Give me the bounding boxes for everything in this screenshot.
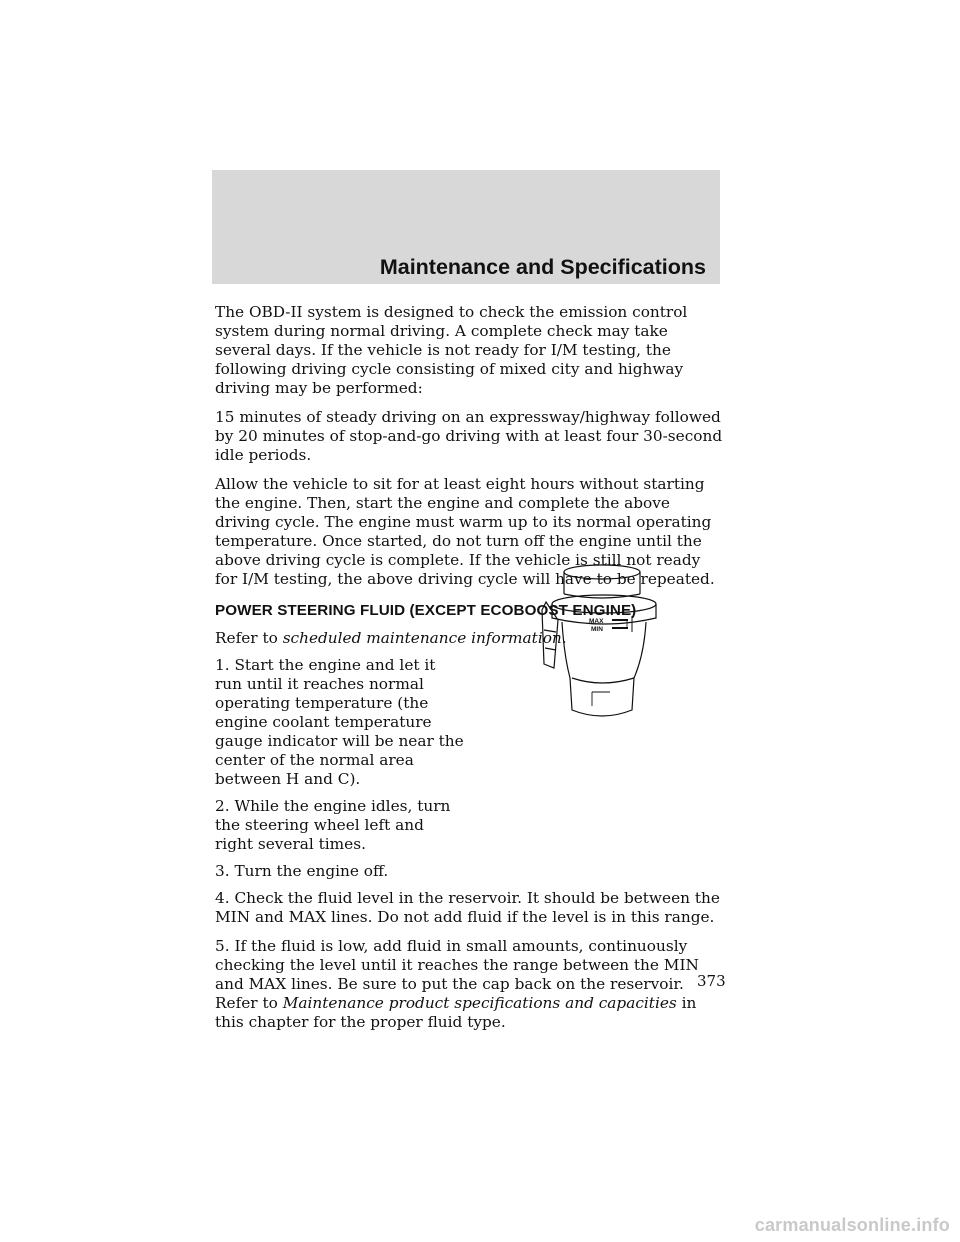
step-4: 4. Check the fluid level in the reservoir. It should be between the MIN and MAX lines. Do not add fluid if the level is in this range. [215,889,720,926]
refer-prefix: Refer to [215,629,283,647]
paragraph-driving-cycle: 15 minutes of steady driving on an expressway/highway followed by 20 minutes of stop-and-go driving with at least four 30-second idle periods. [215,408,723,464]
step-3: 3. Turn the engine off. [215,862,389,880]
max-label: MAX [589,618,604,625]
step-5-suffix: in this chapter for the proper fluid type. [215,994,697,1031]
chapter-title: Maintenance and Specifications [379,255,706,279]
reservoir-illustration [532,560,662,730]
min-label: MIN [591,626,603,633]
step-5-link: Maintenance product specifications and capacities [282,994,677,1012]
reservoir-body [562,622,646,716]
refer-suffix: . [561,629,567,647]
watermark: carmanualsonline.info [754,1215,950,1235]
step-5-prefix: 5. If the fluid is low, add fluid in small amounts, continuously checking the level until it reaches the range between the MIN and MAX lines. Be sure to put the cap back on the reservoir. Refer to [215,937,699,1012]
step-1: 1. Start the engine and let it run until it reaches normal operating temperature (the engine coolant temperature gauge indicator will be near the center of the normal area between H and C). [215,656,464,788]
reservoir-bracket [542,602,558,668]
page-number: 373 [697,972,726,990]
paragraph-obd-intro: The OBD-II system is designed to check the emission control system during normal driving. A complete check may take several days. If the vehicle is not ready for I/M testing, the following driving cycle consisting of mixed city and highway driving may be performed: [215,303,688,397]
section-heading: POWER STEERING FLUID (EXCEPT ECOBOOST ENGINE) [215,602,637,619]
refer-link: scheduled maintenance information [282,629,562,647]
reservoir-cap-side [564,572,640,594]
step-2: 2. While the engine idles, turn the steering wheel left and right several times. [215,797,451,853]
step-5 [215,937,725,1032]
chapter-header-band [212,170,720,284]
paragraph-sit-instructions: Allow the vehicle to sit for at least eight hours without starting the engine. Then, start the engine and complete the above driving cycle. The engine must warm up to its normal operating temperature. Once started, do not turn off the engine until the above driving cycle is complete. If the vehicle is still not ready for I/M testing, the above driving cycle will have to be repeated. [215,475,715,588]
reservoir-cap-top [564,565,640,579]
